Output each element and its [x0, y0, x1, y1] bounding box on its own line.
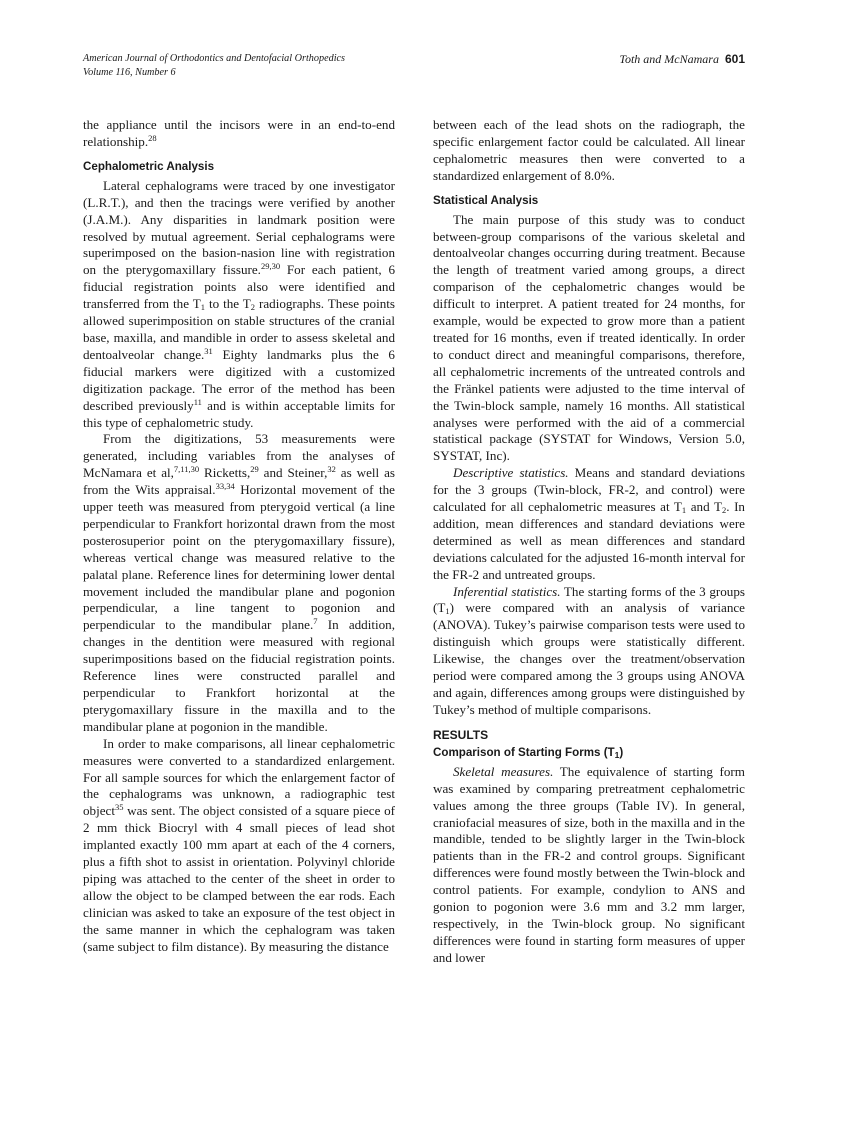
paragraph-lead-shots: between each of the lead shots on the radiograph, the specific enlargement factor could be calculated. All linear cephalometric measures then were converted to a standardized enlargement of 8.0%. — [433, 117, 745, 183]
heading-cephalometric-analysis: Cephalometric Analysis — [83, 159, 215, 173]
paragraph-inferential-statistics: Inferential statistics. The starting forms of the 3 groups $(T_1)$ were compared with an analysis of variance (ANOVA). Tukey’s pairwise comparison tests were used to distinguish which groups were statistically different. Likewise, the changes over the treatment/observation period were compared among the 3 groups using ANOVA and again, differences among groups were distinguished by Tukey’s method of multiple comparisons. — [433, 583, 745, 717]
citation: 28 — [148, 132, 157, 143]
running-head — [83, 52, 745, 80]
paragraph-descriptive-statistics: Descriptive statistics. Means and standard deviations for the 3 groups (Twin-block, FR-2, and control) were calculated for all cephalometric measures at $T_1$ and $T_2$. In addition, mean differences and standard deviations were determined as well as mean differences and standard deviations calculated for the adjusted 16-month interval for the FR-2 and untreated groups. — [433, 465, 745, 582]
citation: 35 — [115, 802, 124, 813]
citation: 29,30 — [260, 261, 281, 272]
citation: 31 — [204, 345, 213, 356]
citation: 7,11,30 — [173, 464, 200, 475]
journal-volume: Volume 116, Number 6 — [83, 67, 176, 78]
heading-statistical-analysis: Statistical Analysis — [433, 193, 539, 207]
running-authors: Toth and McNamara — [619, 52, 719, 66]
paragraph-statistical-purpose: The main purpose of this study was to conduct between-group comparisons of the various skeletal and dentoalveolar changes occurring during treatment. Because the length of treatment varied among groups, a direct comparison of the cephalometric changes would be difficult to interpret. A patient treated for 24 months, for example, would be expected to grow more than a patient treated for 16 months, even if treated identically. In order to conduct direct and meaningful comparisons, therefore, all cephalometric increments of the untreated controls and the Fränkel patients were adjusted to the time interval of the Twin-block sample, namely 16 months. All statistical analyses were performed with the aid of a commercial statistical package (SYSTAT for Windows, Version 5.0, SYSTAT, Inc). — [433, 211, 745, 464]
paragraph-enlargement: In order to make comparisons, all linear cephalometric measures were converted to a standardized enlargement. For all sample sources for which the enlargement factor of the cephalograms was unknown, a radiographic test object$^{35}$ was sent. The object consisted of a square piece of 2 mm thick Biocryl with 4 small pieces of lead shot implanted exactly 100 mm apart at each of the 4 corners, plus a fifth shot to assist in orientation. Polyvinyl chloride piping was attached to the center of the sheet in order to allow the object to be clamped between the ear rods. Each clinician was asked to take an exposure of the test object in the same manner in which the cephalogram was taken (same subject to film distance). By measuring the distance — [83, 735, 395, 954]
page-number: 601 — [724, 52, 745, 66]
citation: 29 — [250, 464, 259, 475]
citation: 11 — [193, 396, 202, 407]
heading-results: RESULTS — [433, 727, 489, 742]
heading-comparison-starting-forms: Comparison of Starting Forms $(T_1)$ — [433, 745, 624, 760]
paragraph-skeletal-measures: Skeletal measures. The equivalence of starting form was examined by comparing pretreatment cephalometric values among the three groups (Table IV). In general, craniofacial measures of size, both in the maxilla and in the mandible, tended to be slightly larger in the Twin-block patients than in the FR-2 and control groups. Significant differences were found mostly between the Twin-block and control patients. For example, condylion to ANS and gonion to pogonion were 3.6 mm and 3.2 mm larger, respectively, in the Twin-block group. No significant differences were found in starting form measures of upper and lower — [433, 763, 745, 965]
paragraph-tracing: Lateral cephalograms were traced by one investigator (L.R.T.), and then the tracings were verified by another (J.A.M.). Any disparities in landmark position were resolved by mutual agreement. Serial cephalograms were superimposed on the basion-nasion line with registration on the pterygomaxillary fissure.$^{29,30}$ For each patient, 6 fiducial registration points also were identified and transferred from the $T_1$ to the $T_2$ radiographs. These points allowed superimposition on stable structures of the cranial base, maxilla, and mandible in order to assess skeletal and dentoalveolar change.$^{31}$ Eighty landmarks plus the 6 fiducial markers were digitized with a customized digitization package. The error of the method has been described previously$^{11}$ and is within acceptable limits for this type of cephalometric study. — [83, 177, 396, 430]
citation: 33,34 — [215, 481, 235, 492]
author-page-label — [619, 52, 745, 67]
paragraph-appliance-end: the appliance until the incisors were in an end-to-end relationship.$^{28}$ — [83, 117, 395, 149]
citation: 32 — [327, 464, 336, 475]
left-column — [83, 117, 395, 956]
citation: 7 — [313, 616, 318, 627]
paragraph-measurements: From the digitizations, 53 measurements were generated, including variables from the analyses of McNamara et al,$^{7,11,30}$ Ricketts,$^{29}$ and Steiner,$^{32}$ as well as from the Wits appraisal.$^{33,34}$ Horizontal movement of the upper teeth was measured from pterygoid vertical (a line perpendicular to Frankfort horizontal drawn from the most posterosuperior point on the pterygomaxillary fissure), whereas vertical change was measured relative to the palatal plane. Reference lines for determining lower dental movement included the mandibular plane and pogonion perpendicular, a line tangent to pogonion and perpendicular to the mandibular plane.$^7$ In addition, changes in the dentition were measured with regional superimpositions based on the fiducial registration points. Reference lines were constructed parallel and perpendicular to Frankfort horizontal at the pterygomaxillary fissure in the maxilla and to the mandibular plane at pogonion in the mandible. — [83, 431, 396, 734]
right-column — [433, 117, 745, 967]
journal-title: American Journal of Orthodontics and Dentofacial Orthopedics — [83, 53, 346, 64]
